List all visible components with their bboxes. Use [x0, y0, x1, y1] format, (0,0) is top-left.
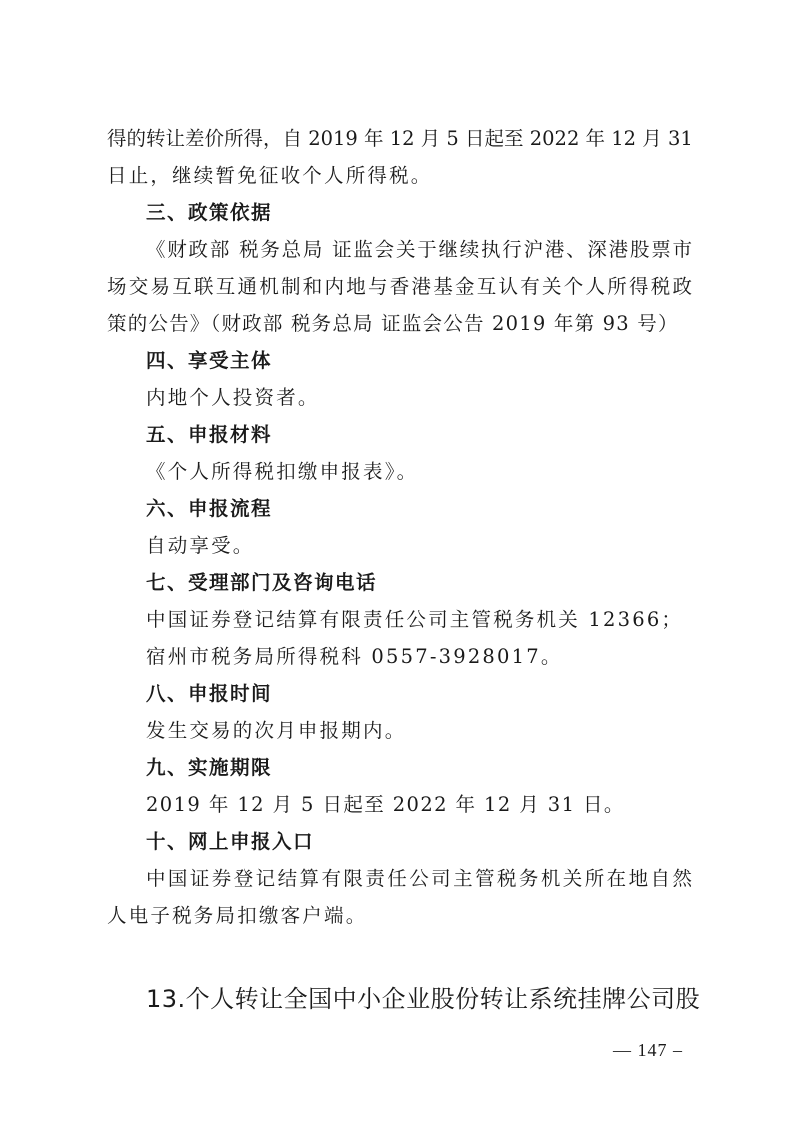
- paragraph-line: 内地个人投资者。: [146, 386, 320, 409]
- paragraph-line: 人电子税务局扣缴客户端。: [107, 904, 368, 927]
- section-heading-policy-basis: 三、政策依据: [146, 201, 273, 224]
- paragraph-line: 2019 年 12 月 5 日起至 2022 年 12 月 31 日。: [146, 793, 625, 816]
- paragraph-line: 宿州市税务局所得税科 0557-3928017。: [146, 645, 563, 668]
- section-heading-subject: 四、享受主体: [146, 349, 273, 372]
- section-heading-time: 八、申报时间: [146, 682, 273, 705]
- paragraph-line: 自动享受。: [146, 534, 255, 557]
- section-heading-process: 六、申报流程: [146, 497, 273, 520]
- paragraph-line: 中国证券登记结算有限责任公司主管税务机关 12366；: [146, 608, 684, 631]
- section-heading-materials: 五、申报材料: [146, 423, 273, 446]
- paragraph-line: 得的转让差价所得，自 2019 年 12 月 5 日起至 2022 年 12 月 31: [107, 127, 693, 150]
- paragraph-line: 策的公告》（财政部 税务总局 证监会公告 2019 年第 93 号）: [107, 312, 679, 335]
- page-number: — 147 –: [613, 1040, 683, 1060]
- section-heading-period: 九、实施期限: [146, 756, 273, 779]
- next-section-title: 13.个人转让全国中小企业股份转让系统挂牌公司股: [146, 985, 701, 1013]
- paragraph-line: 《个人所得税扣缴申报表》。: [146, 460, 419, 483]
- section-heading-department: 七、受理部门及咨询电话: [146, 571, 378, 594]
- paragraph-line: 《财政部 税务总局 证监会关于继续执行沪港、深港股票市: [146, 238, 692, 261]
- paragraph-line: 发生交易的次月申报期内。: [146, 719, 407, 742]
- paragraph-line: 中国证券登记结算有限责任公司主管税务机关所在地自然: [146, 867, 692, 890]
- paragraph-line: 日止，继续暂免征收个人所得税。: [107, 164, 433, 187]
- section-heading-online-entry: 十、网上申报入口: [146, 830, 315, 853]
- paragraph-line: 场交易互联互通机制和内地与香港基金互认有关个人所得税政: [107, 275, 692, 298]
